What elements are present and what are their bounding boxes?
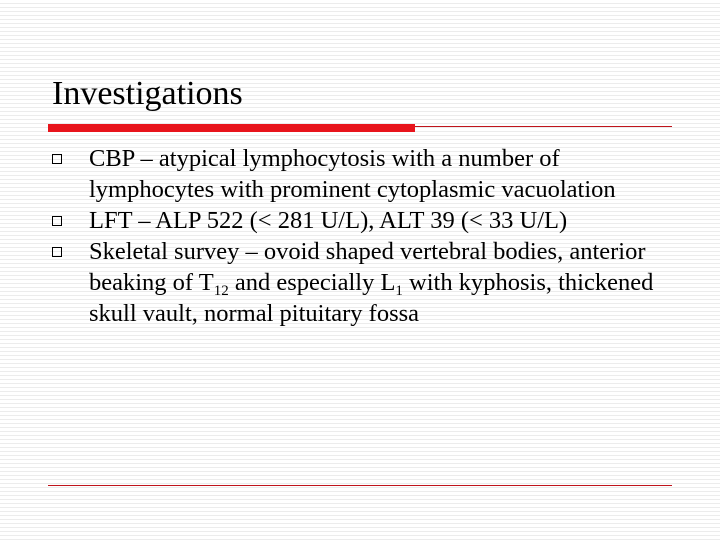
bullet-item-skeletal-survey [52, 236, 682, 329]
bullet-text: CBP – atypical lymphocytosis with a number of lymphocytes with prominent cytoplasmic vacuolation [89, 145, 616, 203]
bullet-text-part: and especially L [228, 269, 396, 296]
slide-title: Investigations [52, 75, 243, 112]
bullet-item-lft [52, 205, 682, 236]
bullet-item-cbp [52, 143, 682, 205]
bullet-text [89, 236, 682, 329]
subscript-t12: 12 [213, 283, 229, 299]
bullet-text-part: Skeletal survey – ovoid shaped vertebral bodies, anterior beaking of T [89, 238, 646, 296]
subscript-l1: 1 [395, 283, 403, 299]
bullet-text: LFT – ALP 522 (< 281 U/L), ALT 39 (< 33 U/L) [89, 207, 568, 234]
bullet-text-part: with kyphosis, thickened skull vault, normal pituitary fossa [89, 269, 654, 327]
square-bullet-icon [52, 216, 62, 226]
bullet-list [52, 143, 682, 329]
square-bullet-icon [52, 154, 62, 164]
footer-rule [48, 485, 672, 486]
square-bullet-icon [52, 247, 62, 257]
title-underline-rule [415, 126, 672, 127]
title-accent-bar [48, 124, 415, 132]
